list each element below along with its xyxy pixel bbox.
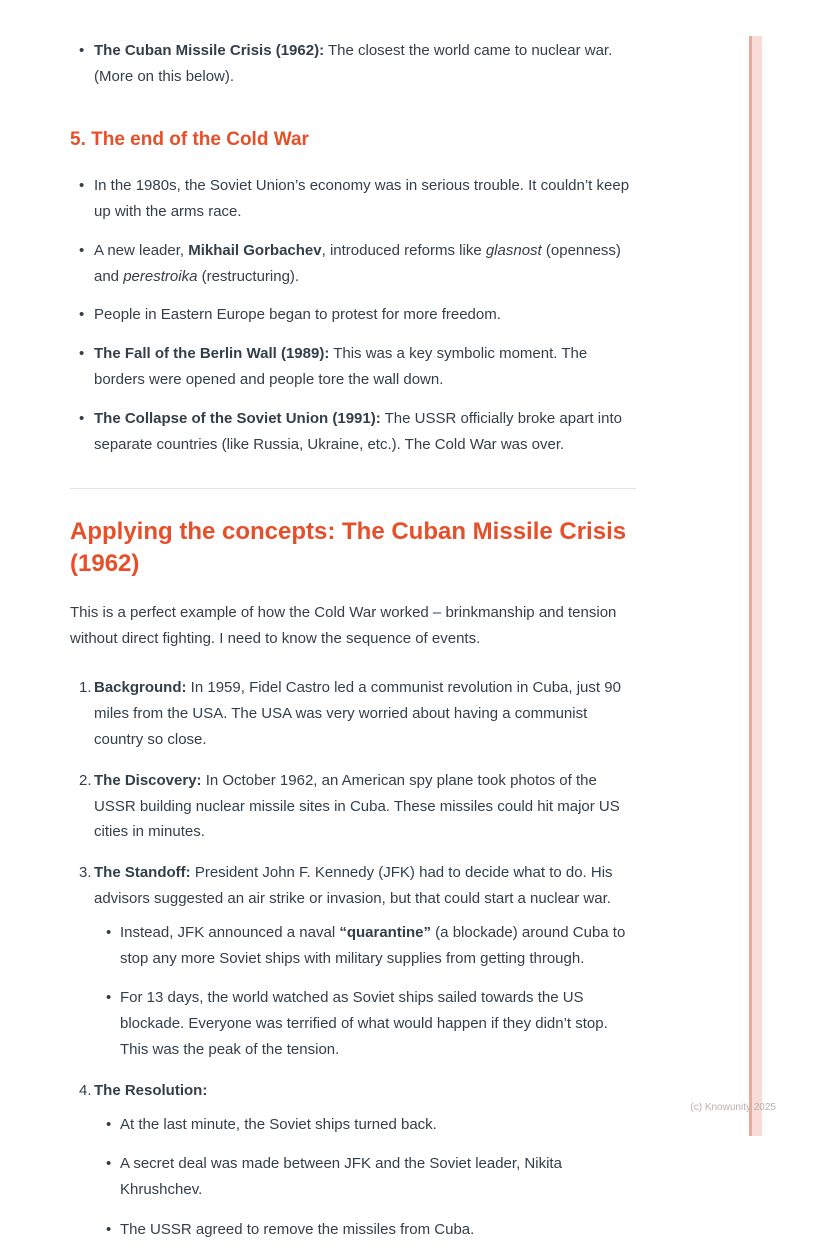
resolution-sub-list <box>94 1112 636 1243</box>
end-of-cold-war-bullet-list <box>70 173 636 457</box>
list-number: 4. <box>79 1081 92 1099</box>
standoff-sub-list <box>94 920 636 1063</box>
list-item-thirteen-days: • For 13 days, the world watched as Soviet ships sailed towards the US blockade. Everyone was terrified of what would happen if they didn’t stop. This was the peak of the tension. <box>94 985 636 1062</box>
list-number: 2. <box>79 771 92 789</box>
list-item-soviet-economy: • In the 1980s, the Soviet Union’s economy was in serious trouble. It couldn’t keep up with the arms race. <box>70 173 636 225</box>
numbered-item-background <box>70 675 636 752</box>
step-text: The Resolution: <box>94 1081 208 1099</box>
list-item-gorbachev: • A new leader, Mikhail Gorbachev, introduced reforms like glasnost (openness) and perestroika (restructuring). <box>70 238 636 290</box>
step-text: Background: In 1959, Fidel Castro led a communist revolution in Cuba, just 90 miles from the USA. The USA was very worried about having a communist country so close. <box>94 679 621 749</box>
step-text: The Discovery: In October 1962, an American spy plane took photos of the USSR building nuclear missile sites in Cuba. These missiles could hit major US cities in minutes. <box>94 771 620 841</box>
numbered-item-standoff <box>70 860 636 1063</box>
list-number: 1. <box>79 679 92 697</box>
list-item-soviet-collapse: • The Collapse of the Soviet Union (1991): The USSR officially broke apart into separate countries (like Russia, Ukraine, etc.). The Cold War was over. <box>70 406 636 458</box>
applying-intro-paragraph: This is a perfect example of how the Cold War worked – brinkmanship and tension without direct fighting. I need to know the sequence of events. <box>70 603 617 647</box>
list-item-secret-deal: • A secret deal was made between JFK and the Soviet leader, Nikita Khrushchev. <box>94 1151 636 1203</box>
list-item-missiles-removed: • The USSR agreed to remove the missiles from Cuba. <box>94 1217 636 1243</box>
list-item-quarantine: • Instead, JFK announced a naval “quarantine” (a blockade) around Cuba to stop any more Soviet ships with military supplies from getting through. <box>94 920 636 972</box>
step-body <box>94 860 636 1063</box>
step-body <box>94 768 636 845</box>
page-edge-stripe <box>749 36 762 1136</box>
list-number: 3. <box>79 864 92 882</box>
section-heading-end-of-cold-war: 5. The end of the Cold War <box>70 128 309 150</box>
step-text: The Standoff: President John F. Kennedy (JFK) had to decide what to do. His advisors suggested an air strike or invasion, but that could start a nuclear war. <box>94 864 613 907</box>
list-item-ships-turned-back: • At the last minute, the Soviet ships turned back. <box>94 1112 636 1138</box>
numbered-item-resolution <box>70 1078 636 1243</box>
numbered-item-discovery <box>70 768 636 845</box>
list-item-berlin-wall: • The Fall of the Berlin Wall (1989): This was a key symbolic moment. The borders were opened and people tore the wall down. <box>70 341 636 393</box>
applying-concepts-heading: Applying the concepts: The Cuban Missile Crisis (1962) <box>70 518 627 577</box>
section-divider <box>70 488 636 489</box>
list-item-cuban-missile-crisis: • The Cuban Missile Crisis (1962): The closest the world came to nuclear war. (More on this below). <box>70 38 636 90</box>
sequence-of-events-list <box>70 675 636 1242</box>
copyright-footer: (c) Knowunity 2025 <box>690 1101 776 1113</box>
step-body <box>94 1078 636 1243</box>
step-body <box>94 675 636 752</box>
list-item-eastern-europe: • People in Eastern Europe began to protest for more freedom. <box>70 302 636 328</box>
intro-bullet-list <box>70 38 636 90</box>
document-content <box>70 38 636 1258</box>
